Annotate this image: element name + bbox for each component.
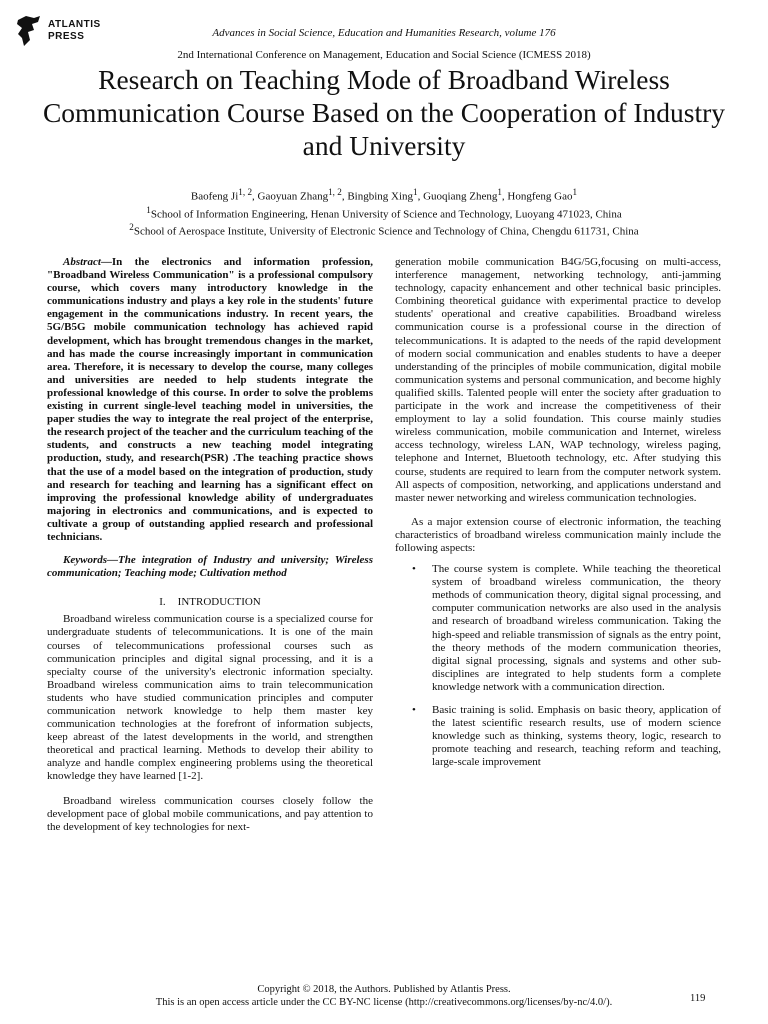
bullet-icon: • bbox=[412, 563, 416, 576]
author-sep: , bbox=[341, 190, 348, 203]
left-column bbox=[47, 256, 373, 834]
right-column bbox=[395, 256, 721, 779]
author-list bbox=[0, 186, 768, 204]
author-sep: , bbox=[501, 190, 508, 203]
logo-line-1: ATLANTIS bbox=[48, 19, 101, 30]
page-number: 119 bbox=[690, 993, 706, 1004]
keywords-text: —The integration of Industry and university; Wireless communication; Teaching mode; Cultivation method bbox=[47, 554, 373, 580]
body-paragraph: Broadband wireless communication courses closely follow the development pace of global mobile communications, and pay attention to the development of key technologies for next- bbox=[47, 794, 373, 833]
conference-name: 2nd International Conference on Management, Education and Social Science (ICMESS 2018) bbox=[177, 49, 591, 61]
list-item: • Basic training is solid. Emphasis on basic theory, application of the latest scientific research results, use of modern science knowledge such as thinking, systems theory, logic, research to promote teaching and research, teaching reform and teaching, large-scale improvement bbox=[412, 704, 721, 769]
body-paragraph: generation mobile communication B4G/5G,focusing on multi-access, interference management, networking technology, anti-jamming technology, capacity enhancement and other technical basic principles. Combining theoretical guidance with experimental practice to develop students' operational and creative capabilities. Broadband wireless communication course is a professional course in the direction of telecommunications. It is adapted to the needs of the rapid development of modern social communication and enables students to have a deeper understanding of the principles of mobile communication, digital mobile communication systems and personal communication, and become highly qualified skills. Talented people will enter the society after graduation to participate in the work and increase the competitiveness of their employment to lay a solid foundation. This course mainly studies wireless communication, mobile communication and Internet, wireless access technology, wireless LAN, WAP technology, wireless paging, telephone and Internet, Bluetooth technology, etc. After studying this course, students are required to learn from the computer network system. All aspects of composition, networking, and applications understand and master newer networking and wireless communication technologies. bbox=[395, 256, 721, 504]
author-sup: 1 bbox=[497, 187, 502, 197]
abstract-text: —In the electronics and information profession, "Broadband Wireless Communication" is a professional compulsory course, which covers many introductory knowledge in the communications industry and plays a key role in the students' future engagement in the communications industry. In recent years, the 5G/B5G mobile communication technology has achieved rapid development, which has brought tremendous changes in the market, and has made the course increasingly important in communication area. Therefore, it is necessary to develop the course, many colleges and universities are needed to help students integrate the professional knowledge of this course. In order to solve the problems existing in current single-level teaching model in universities, the paper studies the way to integrate the real project of the enterprise, the research project of the teacher and the curriculum teaching of the students, and constructs a new teaching model integrating production, study, and research(PSR) .The teaching practice shows that the use of a model based on the integration of production, study and research for teaching and learning has a significant effect on improving the professional knowledge ability of undergraduates majoring in electronics and communications, and is expected to cultivate a group of outstanding applied research and professional technicians. bbox=[47, 256, 373, 543]
abstract bbox=[47, 256, 373, 544]
author-sep: , bbox=[252, 190, 258, 203]
author-block bbox=[0, 186, 768, 239]
author-sup: 1, 2 bbox=[328, 187, 342, 197]
author-name: Bingbing Xing bbox=[347, 190, 414, 203]
author-name: Hongfeng Gao bbox=[507, 190, 573, 203]
author-name: Baofeng Ji bbox=[190, 190, 239, 203]
author-name: Gaoyuan Zhang bbox=[257, 190, 329, 203]
list-item: • The course system is complete. While teaching the theoretical system of broadband wireless communication, the theory methods of communication theory, digital signal processing, and computer communication networks are also used in the analysis and research of broadband wireless communication. Taking the high-speed and reliable transmission of signals as the entry point, the theory methods of the modern communication theories, digital signal processing, signals and systems and other sub-disciplines are integrated to help students form a complete knowledge network with a communication direction. bbox=[412, 563, 721, 693]
footer bbox=[0, 983, 768, 1009]
license: This is an open access article under the CC BY-NC license (http://creativecommons.org/licenses/by-nc/4.0/). bbox=[155, 997, 613, 1008]
keywords bbox=[47, 554, 373, 580]
copyright: Copyright © 2018, the Authors. Published by Atlantis Press. bbox=[257, 984, 511, 995]
affiliation: $^1$School of Information Engineering, Henan University of Science and Technology, Luoyang 471023, China bbox=[146, 204, 622, 221]
author-sup: 1 bbox=[413, 187, 418, 197]
bullet-icon: • bbox=[412, 704, 416, 716]
paper-title: Research on Teaching Mode of Broadband Wireless Communication Course Based on the Cooperation of Industry and University bbox=[42, 64, 726, 161]
bullet-list bbox=[395, 563, 721, 769]
author-name: Guoqiang Zheng bbox=[423, 190, 498, 203]
journal-name: Advances in Social Science, Education and Humanities Research, volume 176 bbox=[212, 27, 556, 39]
keywords-label: Keywords bbox=[63, 554, 107, 567]
author-sep: , bbox=[417, 190, 424, 203]
section-heading: I. INTRODUCTION bbox=[159, 596, 261, 609]
author-sup: 1 bbox=[572, 187, 578, 197]
logo-line-2: PRESS bbox=[48, 31, 85, 42]
affiliation: $^2$School of Aerospace Institute, University of Electronic Science and Technology of China, Chengdu 611731, China bbox=[129, 222, 639, 238]
abstract-label: Abstract bbox=[63, 256, 101, 268]
author-sup: 1, 2 bbox=[238, 187, 253, 197]
body-paragraph: As a major extension course of electronic information, the teaching characteristics of broadband wireless communication mainly include the following aspects: bbox=[395, 515, 721, 554]
body-paragraph: Broadband wireless communication course is a specialized course for undergraduate students of telecommunications. It is one of the main courses of telecommunications professional courses such as communication principles and digital signal processing, and it is a specialty course of the university's electronic information specialty. Broadband wireless communication aims to train telecommunication students who have studied communication principles and computer communication network knowledge to help them master key communication technologies at the forefront of information subjects, keep abreast of the latest developments in the world, and strengthen theoretical and practical learning. Methods to develop their ability to analyze and handle complex engineering problems using the theoretical knowledge they have learned [1-2]. bbox=[47, 613, 373, 783]
